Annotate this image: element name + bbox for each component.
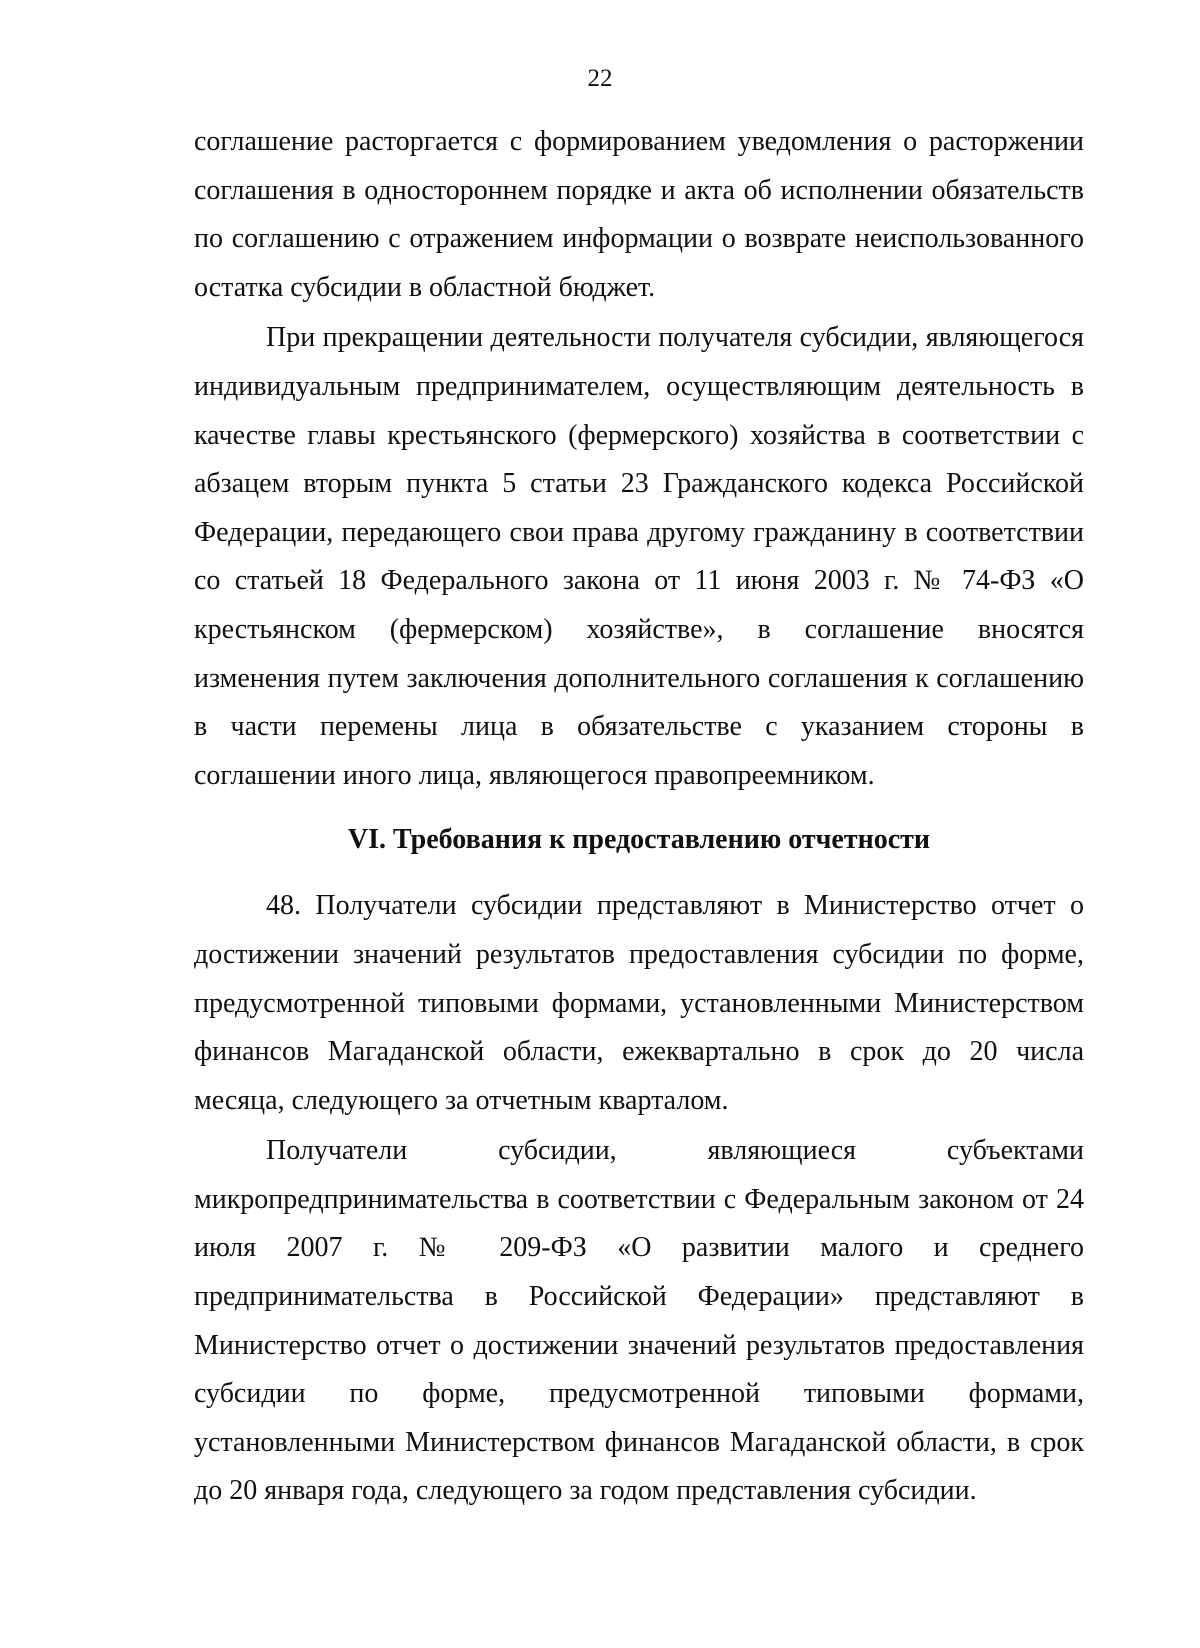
text-line: остатка субсидии в областной бюджет. [194,271,656,303]
text-line: до 20 января года, следующего за годом представления субсидии. [194,1475,977,1507]
text-line: в части перемены лица в обязательстве с указанием стороны в [194,711,1084,743]
text-line: достижении значений результатов предоставления субсидии по форме, [194,938,1084,970]
page-number: 22 [587,65,613,92]
text-line: Федерации, передающего свои права другому гражданину в соответствии [194,516,1084,548]
text-line: микропредпринимательства в соответствии с Федеральным законом от 24 [194,1183,1084,1215]
text-line: июля 2007 г. № 209-ФЗ «О развитии малого и среднего [194,1232,1084,1264]
text-line: Получатели субсидии, являющиеся субъектами [266,1135,1084,1167]
text-line: соглашение расторгается с формированием уведомления о расторжении [194,126,1084,157]
section-heading: VI. Требования к предоставлению отчетности [347,824,931,856]
document-body [194,118,1084,1516]
text-line: изменения путем заключения дополнительного соглашения к соглашению [194,662,1084,694]
text-line: месяца, следующего за отчетным кварталом. [194,1084,729,1116]
text-line: предусмотренной типовыми формами, установленными Министерством [194,987,1084,1019]
text-line: со статьей 18 Федерального закона от 11 июня 2003 г. № 74-ФЗ «О [194,565,1084,597]
text-line: финансов Магаданской области, ежеквартально в срок до 20 числа [194,1036,1084,1068]
text-line: абзацем вторым пункта 5 статьи 23 Гражданского кодекса Российской [194,468,1084,500]
text-line: При прекращении деятельности получателя субсидии, являющегося [266,322,1084,354]
paragraph-activity-termination [194,314,1084,800]
text-line: соглашения в одностороннем порядке и акта об исполнении обязательств [194,174,1084,206]
text-line: 48. Получатели субсидии представляют в Министерство отчет о [266,890,1084,922]
paragraph-48-reporting [194,882,1084,1125]
text-line: соглашении иного лица, являющегося правопреемником. [194,759,875,791]
text-line: крестьянском (фермерском) хозяйстве», в соглашение вносятся [194,613,1084,645]
paragraph-micro-entrepreneurs [194,1127,1084,1516]
text-line: качестве главы крестьянского (фермерского) хозяйства в соответствии с [194,419,1084,451]
paragraph-agreement-termination [194,118,1084,312]
text-line: по соглашению с отражением информации о возврате неиспользованного [194,223,1084,255]
text-line: предпринимательства в Российской Федерации» представляют в [194,1281,1084,1313]
text-line: установленными Министерством финансов Магаданской области, в срок [194,1426,1084,1458]
text-line: субсидии по форме, предусмотренной типовыми формами, [194,1378,1084,1410]
text-line: индивидуальным предпринимателем, осуществляющим деятельность в [194,370,1084,402]
text-line: Министерство отчет о достижении значений результатов предоставления [194,1329,1084,1361]
